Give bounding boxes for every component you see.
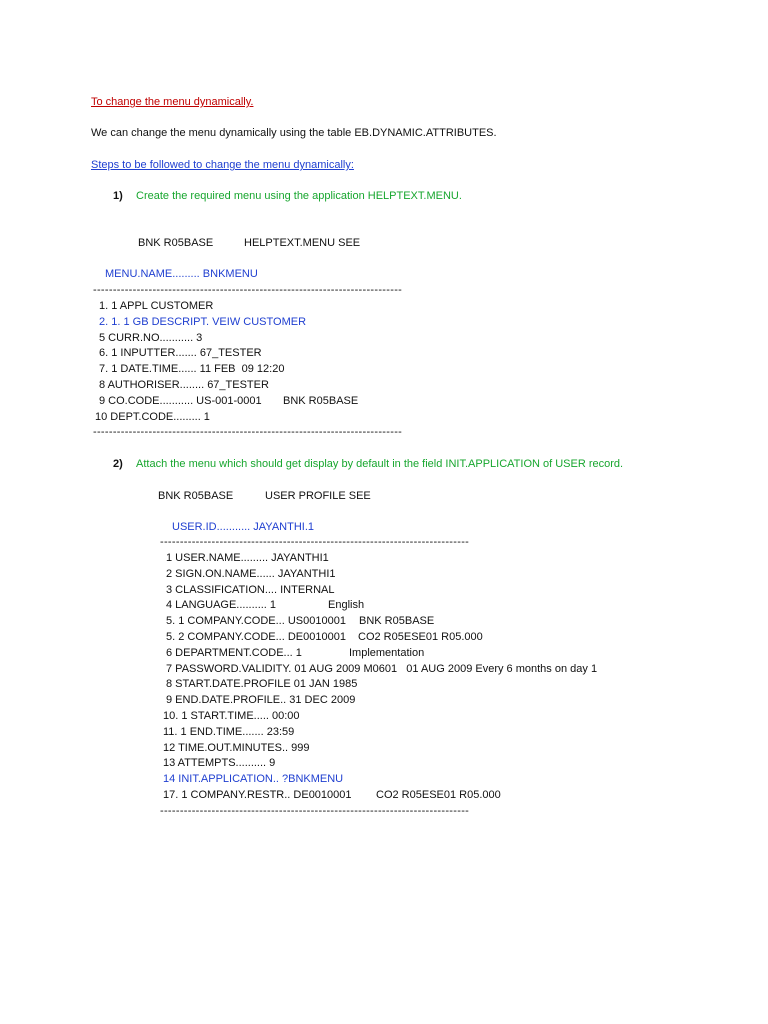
step1-text: Create the required menu using the application HELPTEXT.MENU.	[136, 190, 462, 202]
page-heading: To change the menu dynamically.	[91, 96, 254, 108]
record-line: 7 PASSWORD.VALIDITY. 01 AUG 2009 M0601 01 AUG 2009 Every 6 months on day 1	[166, 662, 598, 675]
record-line: 3 CLASSIFICATION.... INTERNAL	[166, 583, 335, 596]
record-line: 9 END.DATE.PROFILE.. 31 DEC 2009	[166, 694, 356, 707]
record-line: 9 CO.CODE........... US-001-0001	[99, 394, 262, 407]
record-line: 8 START.DATE.PROFILE 01 JAN 1985	[166, 678, 358, 691]
step2-divider-top: ------------------------------------------------------------------------------	[160, 536, 470, 548]
step2-header-left: BNK R05BASE	[158, 490, 234, 502]
record-line: 5 CURR.NO........... 3	[99, 331, 203, 344]
record-line-value: BNK R05BASE	[283, 394, 359, 407]
step2-id-line: USER.ID........... JAYANTHI.1	[172, 521, 315, 533]
record-line: 2 SIGN.ON.NAME...... JAYANTHI1	[166, 567, 336, 580]
step1-id-line: MENU.NAME......... BNKMENU	[105, 268, 258, 280]
intro-text: We can change the menu dynamically using the table EB.DYNAMIC.ATTRIBUTES.	[91, 127, 497, 139]
step2-header-right: USER PROFILE SEE	[265, 490, 371, 502]
record-line: 14 INIT.APPLICATION.. ?BNKMENU	[163, 773, 344, 786]
step1-number: 1)	[113, 190, 123, 202]
step2-text: Attach the menu which should get display by default in the field INIT.APPLICATION of USER record.	[136, 458, 624, 470]
step1-divider-top: ------------------------------------------------------------------------------	[93, 284, 403, 296]
record-line: 11. 1 END.TIME....... 23:59	[163, 725, 295, 738]
record-line-value: English	[328, 599, 365, 612]
record-line: 10 DEPT.CODE......... 1	[95, 410, 210, 423]
record-line: 17. 1 COMPANY.RESTR.. DE0010001	[163, 789, 352, 801]
record-line: 5. 1 COMPANY.CODE... US0010001	[166, 615, 346, 628]
record-line-value: CO2 R05ESE01 R05.000	[376, 789, 501, 801]
step2-number: 2)	[113, 458, 123, 470]
record-line: 7. 1 DATE.TIME...... 11 FEB 09 12:20	[99, 363, 285, 376]
record-line: 8 AUTHORISER........ 67_TESTER	[99, 379, 269, 391]
step2-divider-bottom: ------------------------------------------------------------------------------	[160, 805, 470, 817]
step1-header-right: HELPTEXT.MENU SEE	[244, 237, 361, 249]
record-line: 2. 1. 1 GB DESCRIPT. VEIW CUSTOMER	[99, 315, 307, 328]
step1-header-left: BNK R05BASE	[138, 237, 214, 249]
record-line-value: Implementation	[349, 646, 425, 659]
record-line: 6 DEPARTMENT.CODE... 1	[166, 646, 302, 659]
steps-heading: Steps to be followed to change the menu dynamically:	[91, 159, 354, 171]
record-line-value: CO2 R05ESE01 R05.000	[358, 631, 483, 643]
record-line: 1. 1 APPL CUSTOMER	[99, 300, 214, 312]
record-line: 12 TIME.OUT.MINUTES.. 999	[163, 741, 310, 754]
record-line: 5. 2 COMPANY.CODE... DE0010001	[166, 631, 346, 643]
record-line: 6. 1 INPUTTER....... 67_TESTER	[99, 347, 262, 360]
record-line-value: BNK R05BASE	[359, 615, 435, 628]
record-line: 10. 1 START.TIME..... 00:00	[163, 710, 300, 722]
record-line: 13 ATTEMPTS.......... 9	[163, 757, 276, 770]
record-line: 1 USER.NAME......... JAYANTHI1	[166, 552, 329, 564]
step1-divider-bottom: ------------------------------------------------------------------------------	[93, 426, 403, 438]
record-line: 4 LANGUAGE.......... 1	[166, 599, 277, 612]
